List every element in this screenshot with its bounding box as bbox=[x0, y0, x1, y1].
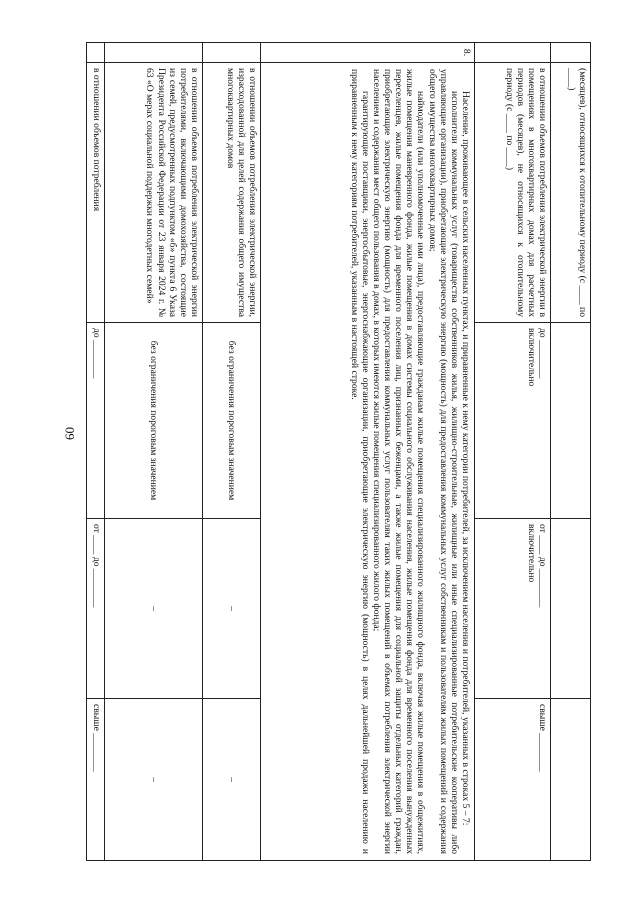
cell-threshold-1: без ограничения пороговым значением bbox=[105, 323, 203, 519]
rotated-table-container bbox=[87, 42, 591, 860]
row-number-cell bbox=[475, 43, 551, 63]
cell-threshold-1: без ограничения пороговым значением bbox=[203, 323, 261, 519]
row-number-cell bbox=[105, 43, 203, 63]
row-description: в отношении объемов потребления электрической энергии, израсходованной для целей содержания общего имущества многоквартирных домов bbox=[203, 63, 261, 323]
row-description: в отношении объемов потребления электрической энергии в помещениях в многоквартирных домах для расчетных периодов (месяцев), не относящихся к отопительному периоду (с ____ по ____) bbox=[475, 63, 551, 323]
cell-threshold-3 bbox=[551, 699, 591, 861]
cell-threshold-3: свыше ________ bbox=[87, 699, 105, 861]
cell-threshold-2 bbox=[475, 519, 551, 699]
table-row bbox=[87, 43, 105, 861]
paragraph: исполнители коммунальных услуг (товарищества собственников жилья, жилищно-строительные, жилищные или иные специализированные потребительские кооперативы либо управляющие организации), приобретающие электрическую энергию (мощность) для предоставления коммунальных услуг собственникам и пользователям жилых помещений и содержания общего имущества многоквартирных домов; bbox=[426, 69, 460, 854]
row-number: 8. bbox=[261, 43, 475, 63]
cell-threshold-2: – bbox=[203, 519, 261, 699]
paragraph: Население, проживающее в сельских населенных пунктах, и приравненные к нему категории потребителей, за исключением населения и потребителей, указанных в строках 5 – 7: bbox=[460, 91, 471, 826]
cell-threshold-3: свыше ________ bbox=[475, 699, 551, 861]
row-number-cell bbox=[87, 43, 105, 63]
threshold-range: от ____ до ________ bbox=[537, 524, 548, 608]
paragraph: наймодатели (или уполномоченные ими лица), предоставляющие гражданам жилые помещения специализированного жилищного фонда, включая жилые помещения в общежитиях, жилые помещения маневренного фонда, жилые помещения в домах системы социального обслуживания населения, жилые помещения фонда для временного поселения вынужденных переселенцев, жилые помещения фонда для временного поселения лиц, признанных беженцами, а также жилые помещения для социальной защиты отдельных категорий граждан, приобретающие электрическую энергию (мощность) для предоставления коммунальных услуг пользователям таких жилых помещений в объемах потребления электрической энергии населением и содержания мест общего пользования в домах, в которых имеются жилые помещения специализированного жилого фонда; bbox=[371, 69, 427, 854]
threshold-upto: до ________ bbox=[537, 328, 548, 379]
table-row bbox=[203, 43, 261, 861]
cell-threshold-3: – bbox=[105, 699, 203, 861]
row-number-cell bbox=[551, 43, 591, 63]
cell-threshold-2: – bbox=[105, 519, 203, 699]
table-row bbox=[551, 43, 591, 861]
table-row bbox=[105, 43, 203, 861]
table-row bbox=[261, 43, 475, 861]
row-number-cell bbox=[203, 43, 261, 63]
row-description: в отношении объемов потребления bbox=[87, 63, 105, 323]
row-description: в отношении объемов потребления электрической энергии потребителями, включающими домохозяйства, состоящие из семей, предусмотренных подпунктом «б» пункта 6 Указа Президента Российской Федерации от 23 января 2024 г. № 63 «О мерах социальной поддержки многодетных семей» bbox=[105, 63, 203, 323]
cell-threshold-1 bbox=[551, 323, 591, 519]
threshold-inclusive: включительно bbox=[525, 328, 537, 387]
row-description: (месяцев), относящихся к отопительному периоду (с ____ по ____) bbox=[551, 63, 591, 323]
page-number: 60 bbox=[62, 427, 77, 440]
cell-threshold-1: до ________ bbox=[87, 323, 105, 519]
table-row bbox=[475, 43, 551, 861]
paragraph: гарантирующие поставщики, энергосбытовые, энергоснабжающие организации, приобретающие электрическую энергию (мощность) в целях дальнейшей продажи населению и приравненным к нему категориям потребителей, указанным в настоящей строке. bbox=[348, 69, 371, 854]
tariff-table bbox=[86, 42, 591, 861]
cell-threshold-3: – bbox=[203, 699, 261, 861]
cell-threshold-2: от ____ до ________ bbox=[87, 519, 105, 699]
cell-threshold-2 bbox=[551, 519, 591, 699]
threshold-inclusive: включительно bbox=[525, 524, 537, 583]
cell-threshold-1 bbox=[475, 323, 551, 519]
category-description bbox=[261, 63, 475, 861]
